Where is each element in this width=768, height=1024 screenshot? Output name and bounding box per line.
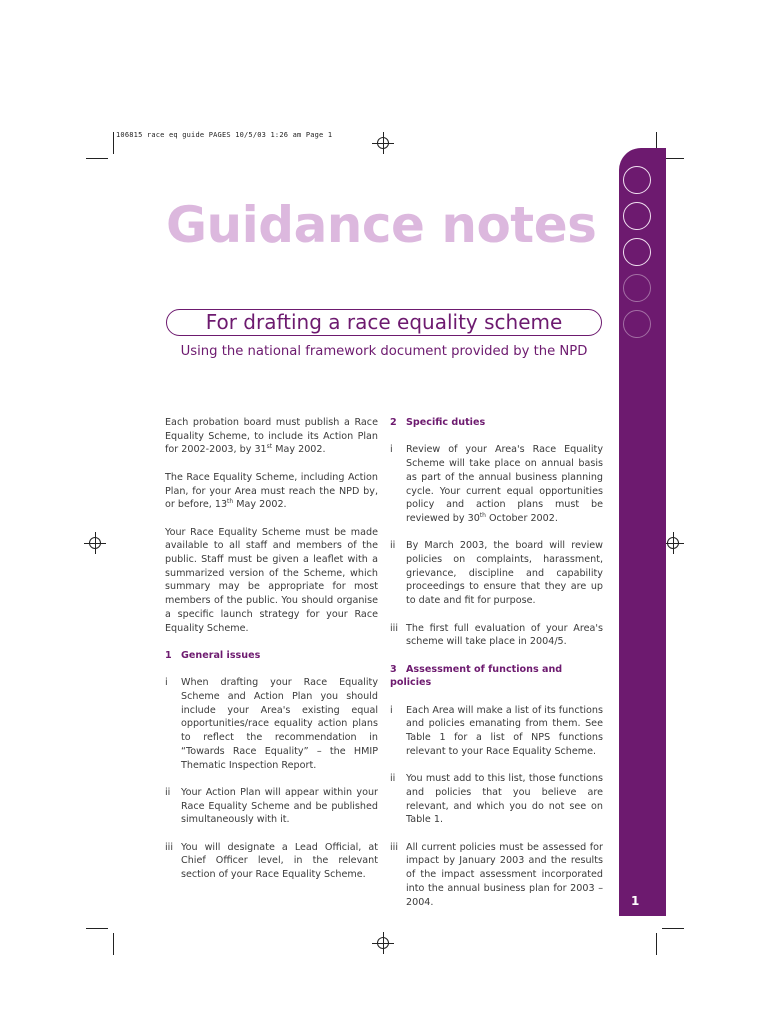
circle-icon (623, 166, 651, 194)
section-heading: 2 Specific duties (390, 417, 486, 428)
crop-mark (86, 928, 108, 929)
print-slug: 106815 race eq guide PAGES 10/5/03 1:26 am Page 1 (116, 131, 333, 139)
sub-subtitle: Using the national framework document provided by the NPD (180, 344, 588, 359)
intro-paragraph: Each probation board must publish a Race Equality Scheme, to include its Action Plan for 2002-2003, by 31st May 2002. (165, 417, 378, 456)
crop-mark (113, 132, 114, 154)
registration-mark-icon (372, 932, 394, 954)
list-item: ii Your Action Plan will appear within your Race Equality Scheme and be published simultaneously with it. (165, 786, 378, 826)
list-item: iii You will designate a Lead Official, at Chief Officer level, in the relevant section of your Race Equality Scheme. (165, 841, 378, 881)
section-heading: 1 General issues (165, 649, 261, 661)
circle-icon (623, 238, 651, 266)
right-column (390, 416, 603, 923)
subtitle: For drafting a race equality scheme (166, 309, 602, 336)
list-item: i Each Area will make a list of its functions and policies emanating from them. See Table 1 for a list of NPS functions relevant to your Race Equality Scheme. (390, 704, 603, 757)
list-item: ii You must add to this list, those functions and policies that you believe are relevant, and which you do not see on Table 1. (390, 773, 603, 826)
left-column (165, 416, 378, 896)
crop-mark (113, 933, 114, 955)
list-item: i Review of your Area's Race Equality Scheme will take place on annual basis as part of the annual business planning cycle. Your current equal opportunities policy and action plans must be reviewed by 30th October 2002. (390, 444, 603, 524)
crop-mark (656, 933, 657, 955)
page-title: Guidance notes (166, 196, 597, 254)
intro-paragraph: The Race Equality Scheme, including Action Plan, for your Area must reach the NPD by, or before, 13th May 2002. (165, 471, 378, 511)
page-number: 1 (631, 894, 640, 908)
list-item: iii All current policies must be assessed for impact by January 2003 and the results of the impact assessment incorporated into the annual business plan for 2003 – 2004. (390, 841, 603, 908)
crop-mark (86, 158, 108, 159)
list-item: ii By March 2003, the board will review policies on complaints, harassment, grievance, discipline and capability proceedings to ensure that they are up to date and fit for purpose. (390, 540, 603, 607)
crop-mark (662, 928, 684, 929)
circle-icon (623, 202, 651, 230)
circle-icon (623, 310, 651, 338)
list-item: iii The first full evaluation of your Area's scheme will take place in 2004/5. (390, 622, 603, 648)
registration-mark-icon (372, 132, 394, 154)
registration-mark-icon (84, 532, 106, 554)
list-item: i When drafting your Race Equality Scheme and Action Plan you should include your Area's existing equal opportunities/race equality action plans to reflect the recommendation in “Towards Race Equality” – the HMIP Thematic Inspection Report. (165, 677, 378, 771)
side-bar (619, 148, 666, 916)
circle-icon (623, 274, 651, 302)
section-heading: 3 Assessment of functions and policies (390, 663, 563, 689)
intro-paragraph: Your Race Equality Scheme must be made available to all staff and members of the public. Staff must be given a leaflet with a summarized version of the Scheme, which summary may be appropriate for most members of the public. You should organise a specific launch strategy for your Race Equality Scheme. (165, 526, 378, 634)
